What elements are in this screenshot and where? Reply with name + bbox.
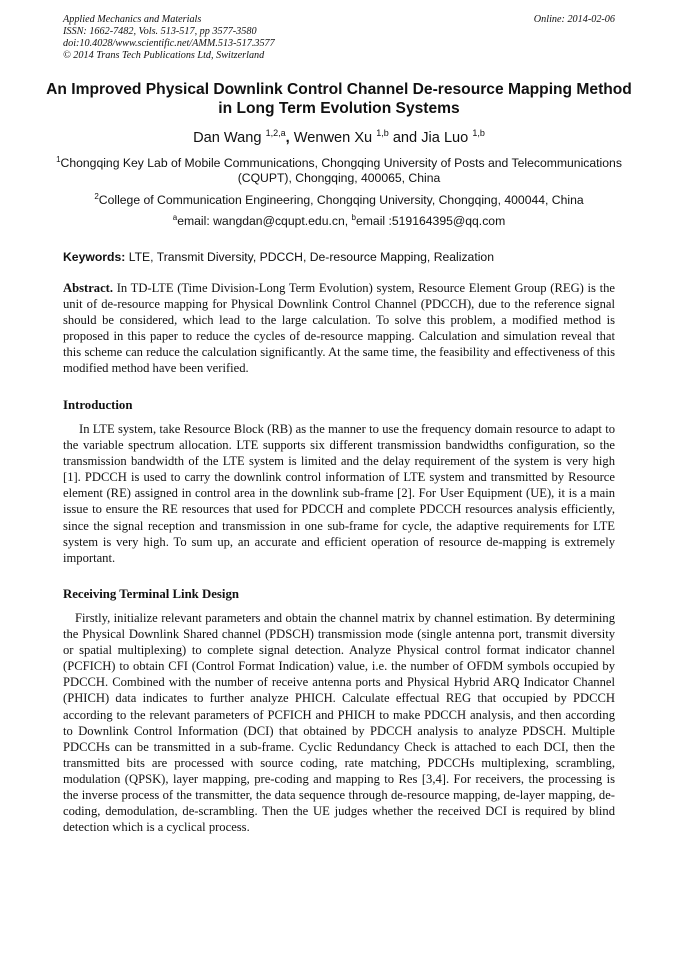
affiliation-text: College of Communication Engineering, Chongqing University, Chongqing, 400044, China xyxy=(98,193,584,207)
issn-line: ISSN: 1662-7482, Vols. 513-517, pp 3577-3580 xyxy=(63,26,257,37)
introduction-body xyxy=(63,421,615,566)
author-affiliation-mark: 1,b xyxy=(472,128,485,138)
author-affiliation-mark: 1,b xyxy=(376,128,389,138)
paper-title: An Improved Physical Downlink Control Channel De-resource Mapping Method in Long Term Evolution Systems xyxy=(46,81,632,117)
keywords-label: Keywords: xyxy=(63,250,126,264)
receiving-terminal-paragraph: Firstly, initialize relevant parameters and obtain the channel matrix by channel estimation. By determining the Physical Downlink Shared channel (PDSCH) transmission mode (single antenna port, transmit diversity or spatial multiplexing) to complete signal detection. Analyze Physical control format indicator channel (PCFICH) to obtain CFI (Control Format Indication) value, i.e. the number of OFDM symbols occupied by PDCCH. Combined with the number of receive antenna ports and Physical Hybrid ARQ Indicator Channel (PHICH) data indicates to further analyze PHICH. Calculate effectual REG that occupied by PDCCH according to the relevant parameters of PCFICH and PHICH to make PDCCH analysis, and then according to Downlink Control Information (DCI) that obtained by PDCCH analysis to analyze PDSCH. Multiple PDCCHs can be transmitted in a sub-frame. Cyclic Redundancy Check is attached to each DCI, then the transmitted bits are processed with source coding, rate matching, PDCCHs multiplexing, scrambling, modulation (QPSK), layer mapping, pre-coding and mapping to Res [3,4]. For receivers, the processing is the inverse process of the transmitter, the data sequence through de-resource mapping, de-layer mapping, de-coding, demodulation, de-scrambling. Then the UE judges whether the received DCI is required by blind detection which is a cyclical process. xyxy=(63,611,615,835)
affiliation-1 xyxy=(40,156,638,186)
affiliation-mark: 1 xyxy=(56,155,61,164)
author-conjunction: and xyxy=(392,130,418,146)
journal-name: Applied Mechanics and Materials xyxy=(63,14,202,25)
section-heading-introduction: Introduction xyxy=(63,398,133,412)
author-line xyxy=(40,129,638,147)
email-mark: a xyxy=(172,213,178,222)
keywords xyxy=(63,250,615,265)
abstract-text: In TD-LTE (Time Division-Long Term Evolution) system, Resource Element Group (REG) is the unit of de-resource mapping for Physical Downlink Control Channel (PDCCH), due to the reference signal should be considered, which lead to the large calculation. To solve this problem, a modified method is proposed in this paper to reduce the cycles of de-resource mapping. Calculation and simulation reveal that this scheme can reduce the calculation significantly. At the same time, the feasibility and effectiveness of this modified method have been verified. xyxy=(63,281,615,376)
introduction-paragraph: In LTE system, take Resource Block (RB) as the manner to use the frequency domain resource to adapt to the variable spectrum allocation. LTE supports six different transmission bandwidths configuration, so the transmission bandwidth of the LTE system is limited and the delay requirement of the system is very high [1]. PDCCH is used to carry the downlink control information of LTE system and transmitted by Resource element (RE) assigned in control area in the downlink sub-frame [2]. For User Equipment (UE), it is a main issue to ensure the RE resources that used for PDCCH and complete PDCCH resources analysis efficiently, since the signal reception and transmission in one sub-frame for cycle, the adaptive requirements for LTE system is very high. To sum up, an accurate and efficient operation of resource de-mapping is extremely important. xyxy=(63,422,615,565)
online-date: Online: 2014-02-06 xyxy=(533,14,615,25)
email-address: email :519164395@qq.com xyxy=(355,214,506,228)
section-heading-receiving-terminal: Receiving Terminal Link Design xyxy=(63,587,239,601)
author-name: Dan Wang xyxy=(193,130,262,146)
abstract-label: Abstract. xyxy=(63,281,114,295)
author-name: Jia Luo xyxy=(421,130,469,146)
keywords-text: LTE, Transmit Diversity, PDCCH, De-resource Mapping, Realization xyxy=(128,250,494,264)
journal-header xyxy=(63,14,483,62)
email-line xyxy=(40,214,638,229)
author-affiliation-mark: 1,2,a xyxy=(265,128,286,138)
copyright-line: © 2014 Trans Tech Publications Ltd, Switzerland xyxy=(63,50,265,61)
affiliation-text: Chongqing Key Lab of Mobile Communications, Chongqing University of Posts and Telecommunications (CQUPT), Chongqing, 400065, China xyxy=(60,156,622,185)
affiliation-mark: 2 xyxy=(94,192,99,201)
email-mark: b xyxy=(351,213,356,222)
author-name: Wenwen Xu xyxy=(293,130,373,146)
affiliation-2 xyxy=(40,193,638,208)
receiving-terminal-body xyxy=(63,610,615,835)
email-address: email: wangdan@cqupt.edu.cn, xyxy=(177,214,349,228)
author-separator: , xyxy=(285,130,290,146)
doi-line: doi:10.4028/www.scientific.net/AMM.513-517.3577 xyxy=(63,38,275,49)
abstract xyxy=(63,280,615,377)
